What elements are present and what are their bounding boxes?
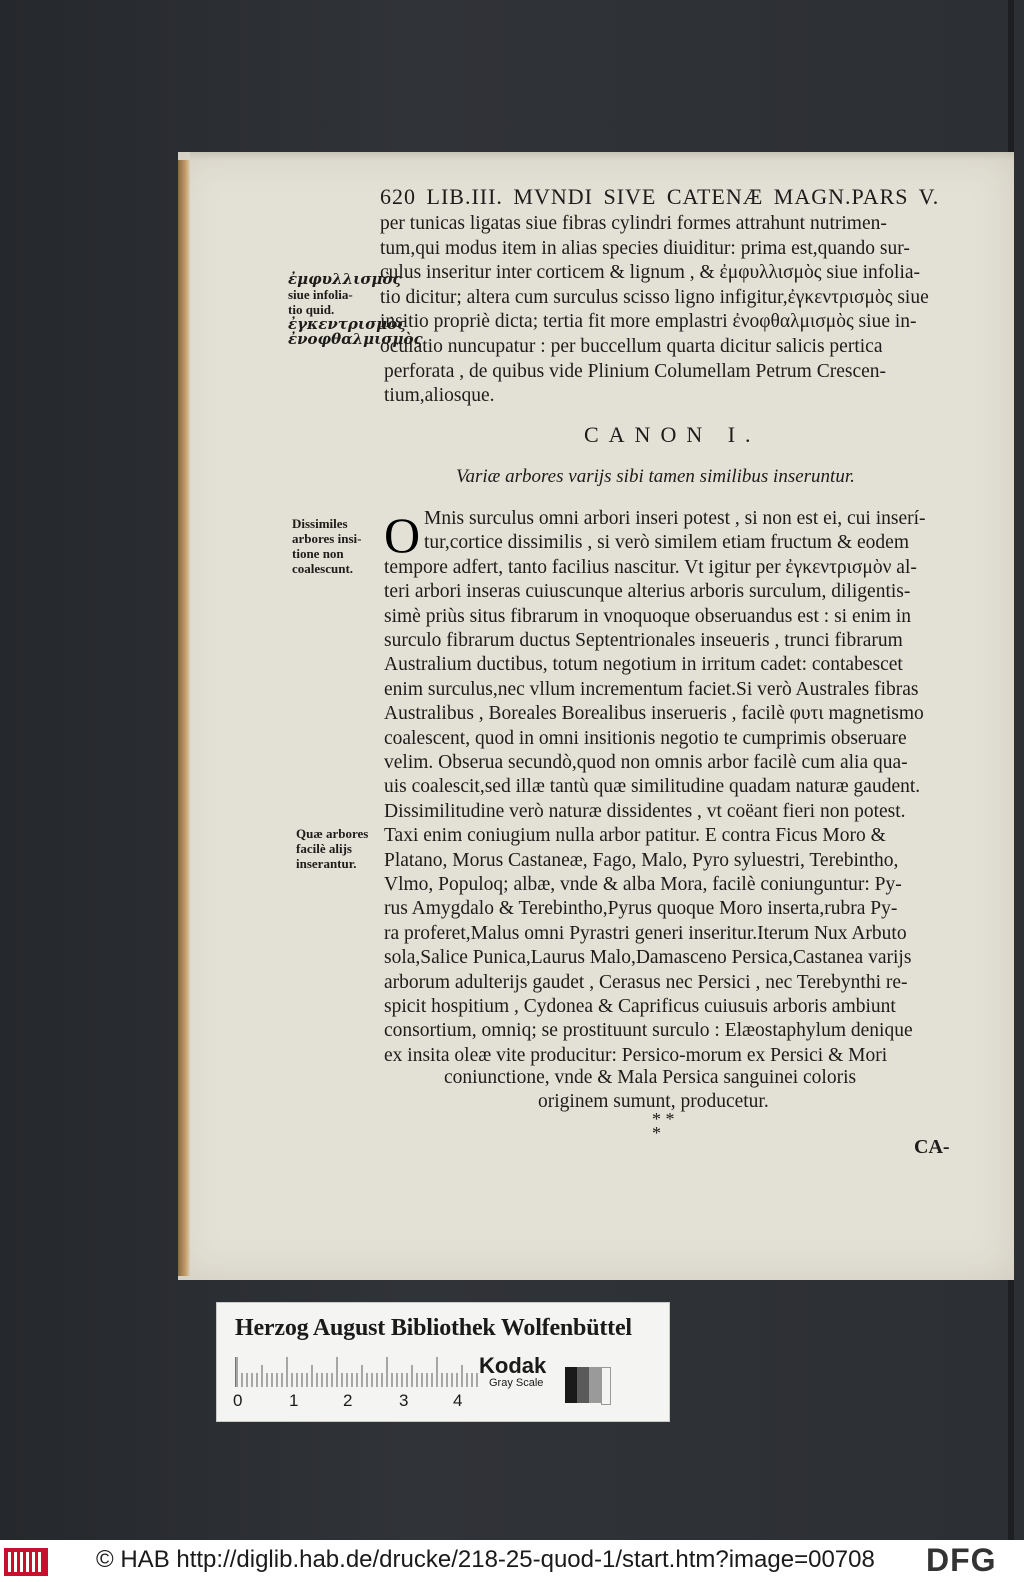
gray-swatch-dark [577, 1367, 589, 1403]
gray-scale-label: Gray Scale [489, 1377, 544, 1389]
body-line: arborum adulterijs gaudet , Cerasus nec Persici , nec Terebynthi re- [384, 971, 908, 993]
canon-title: CANON I. [584, 422, 761, 447]
margin-note-line: ἐνοφθαλμισμὸς [288, 330, 423, 348]
body-line: Australibus , Boreales Borealibus inserueris , facilè φυτι magnetismo [384, 703, 924, 725]
intro-line: insitio propriè dicta; tertia fit more emplastri ἐνοφθαλμισμὸς siue in- [380, 311, 917, 333]
intro-line: per tunicas ligatas siue fibras cylindri formes attrahunt nutrimen- [380, 213, 887, 234]
margin-note-line: tione non [292, 546, 344, 561]
margin-note-line: Dissimiles [292, 516, 348, 531]
footer-bar [0, 1540, 1024, 1582]
body-line: uis coalescit,sed illæ tantù quæ similitudine quadam naturæ gaudent. [384, 776, 921, 798]
ruler-number: 0 [233, 1391, 243, 1410]
body-line: ex insita oleæ vite producitur: Persico-morum ex Persici & Mori [384, 1044, 888, 1066]
body-line: sola,Salice Punica,Laurus Malo,Damasceno Persica,Castanea varijs [384, 947, 912, 969]
page-edge [178, 160, 190, 1276]
library-card [216, 1302, 670, 1422]
body-line: coalescent, quod in omni insitionis negotio te cumprimis obseruare [384, 727, 907, 749]
margin-note-line: siue infolia- [288, 287, 353, 302]
body-line: consortium, omniq; se prostituunt surculo : Elæostaphylum denique [384, 1020, 913, 1042]
body-line: velim. Obserua secundò,quod non omnis arbor facilè cum alia qua- [384, 752, 908, 773]
gray-swatch-black [565, 1367, 577, 1403]
card-title: Herzog August Bibliothek Wolfenbüttel [235, 1315, 632, 1341]
margin-note-line: ἐμφυλλισμὸς [288, 270, 402, 288]
margin-note-line: ἐγκεντρισμὸς [288, 315, 407, 333]
body-line: Australium ductibus, totum negotium in irritum cadet: contabescet [384, 654, 903, 676]
body-line: tur,cortice dissimilis , si verò similem etiam fructum & eodem [424, 532, 909, 554]
margin-note-line: Quæ arbores [296, 826, 369, 841]
intro-line: tum,qui modus item in alias species diuiditur: prima est,quando sur- [380, 237, 910, 259]
dfg-logo: DFG [926, 1542, 997, 1578]
body-line: Taxi enim coniugium nulla arbor patitur. E contra Ficus Moro & [384, 825, 886, 847]
ruler-number: 3 [399, 1391, 409, 1410]
margin-note-quae-arbores [296, 826, 368, 871]
margin-note-line: arbores insi- [292, 531, 362, 546]
intro-line: oculatio nuncupatur : per buccellum quarta dicitur salicis pertica [380, 336, 883, 357]
catchword: CA- [914, 1136, 950, 1158]
margin-note-line: inserantur. [296, 856, 357, 871]
body-line: rus Amygdalo & Terebintho,Pyrus quoque Moro inserta,rubra Py- [384, 898, 898, 920]
ruler-number: 1 [289, 1391, 299, 1410]
drop-cap: O [384, 507, 421, 563]
gray-swatch-mid [589, 1367, 601, 1403]
body-line: Vlmo, Populoq; albæ, vnde & alba Mora, facilè coniunguntur: Py- [384, 874, 902, 895]
intro-line: culus inseritur inter corticem & lignum , & ἐμφυλλισμὸς siue infolia- [380, 262, 921, 284]
body-line: ra proferet,Malus omni Pyrastri generi inseritur.Iterum Nux Arbuto [384, 922, 907, 944]
body-line: Platano, Morus Castaneæ, Fago, Malo, Pyro syluestri, Terebintho, [384, 849, 899, 871]
hab-logo-icon [4, 1548, 48, 1576]
kodak-logo: Kodak [479, 1353, 547, 1378]
body-line: surculo fibrarum ductus Septentrionales inseueris , trunci fibrarum [384, 630, 903, 651]
canon-subtitle: Variæ arbores varijs sibi tamen similibus inseruntur. [456, 466, 855, 487]
gray-swatch-white [601, 1367, 611, 1405]
body-line: enim surculus,nec vllum incrementum faciet.Si verò Australes fibras [384, 678, 919, 700]
intro-line: perforata , de quibus vide Plinium Columellam Petrum Crescen- [384, 360, 887, 382]
ruler-number: 2 [343, 1391, 353, 1410]
margin-note-dissimiles [292, 516, 361, 576]
page-header: 620 LIB.III. MVNDI SIVE CATENÆ MAGN.PARS V. [380, 184, 940, 209]
page-top-shadow [190, 152, 1014, 160]
body-line: tempore adfert, tanto facilius nascitur. Vt igitur per ἐγκεντρισμὸν al- [384, 556, 917, 578]
intro-line: tium,aliosque. [384, 385, 495, 407]
body-line: Dissimilitudine verò naturæ dissidentes , vt coëant fieri non potest. [384, 800, 906, 822]
asterism: * * * [652, 1109, 675, 1143]
ruler-number: 4 [453, 1391, 463, 1410]
ruler-ticks [235, 1357, 481, 1387]
closing-line: coniunctione, vnde & Mala Persica sanguinei coloris [444, 1067, 857, 1088]
margin-note-line: coalescunt. [292, 561, 354, 576]
body-line: simè priùs situs fibrarum in vnoquoque obseruandus est : si enim in [384, 605, 911, 627]
margin-note-infoliatio [288, 272, 423, 347]
closing-line: originem sumunt, producetur. [538, 1091, 769, 1112]
intro-line: tio dicitur; altera cum surculus scisso ligno infigitur,ἐγκεντρισμὸς siue [380, 286, 929, 308]
body-line: teri arbori inseras cuiuscunque alterius arboris surculum, diligentis- [384, 581, 911, 603]
body-line: spicit hospitium , Cydonea & Caprificus cuiusuis arboris ambiunt [384, 996, 896, 1017]
margin-note-line: facilè alijs [296, 841, 352, 856]
body-line: Mnis surculus omni arbori inseri potest , si non est ei, cui inserí- [424, 508, 926, 529]
footer-credit: © HAB http://diglib.hab.de/drucke/218-25-quod-1/start.htm?image=00708 [96, 1546, 875, 1573]
margin-note-line: tio quid. [288, 302, 335, 317]
